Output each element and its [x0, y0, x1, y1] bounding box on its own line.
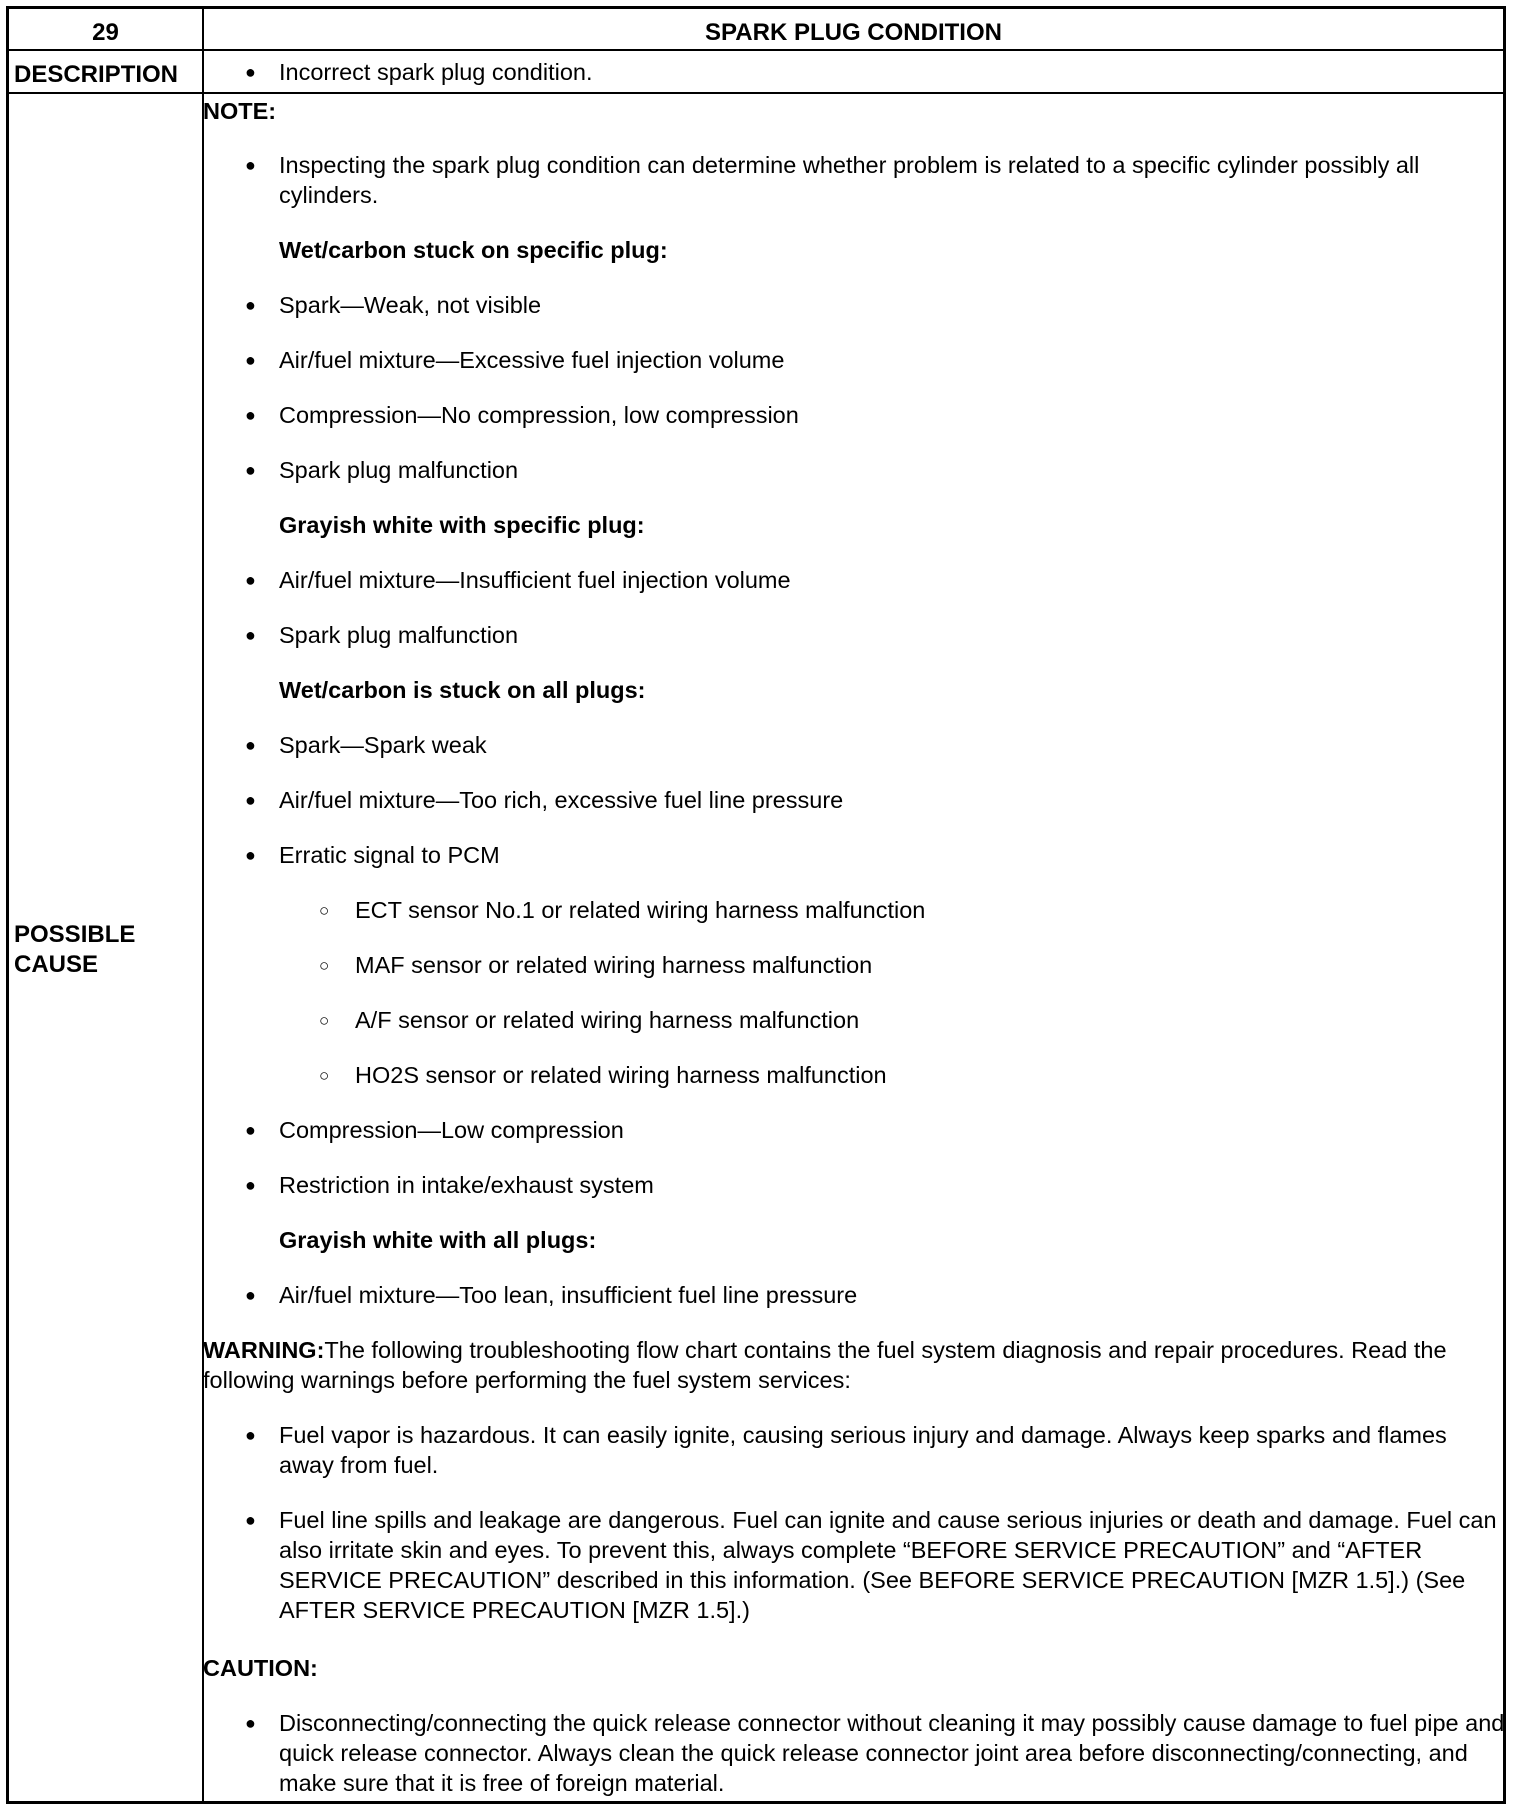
- list-item: ● Compression—No compression, low compression: [203, 400, 1508, 430]
- list-item: ● Erratic signal to PCM: [203, 840, 1508, 870]
- list-item: ● Spark plug malfunction: [203, 620, 1508, 650]
- row-divider-header: [9, 49, 1503, 51]
- possible-cause-label-line1: POSSIBLE: [14, 921, 136, 948]
- step-number: 29: [92, 19, 119, 46]
- description-item: ● Incorrect spark plug condition.: [203, 57, 1508, 87]
- caution-item: ● Disconnecting/connecting the quick release connector without cleaning it may possibly cause damage to fuel pipe and quick release connector. Always clean the quick release connector joint area before disconnecting/connecting, and make sure that it is free of foreign material.: [203, 1708, 1508, 1798]
- sub-list-item: ○ HO2S sensor or related wiring harness malfunction: [203, 1060, 1508, 1090]
- list-item: ● Spark—Weak, not visible: [203, 290, 1508, 320]
- sub-list-item: ○ ECT sensor No.1 or related wiring harness malfunction: [203, 895, 1508, 925]
- group-title-wet-all: Wet/carbon is stuck on all plugs:: [279, 677, 646, 703]
- sub-list-item: ○ MAF sensor or related wiring harness malfunction: [203, 950, 1508, 980]
- sub-list-item: ○ A/F sensor or related wiring harness malfunction: [203, 1005, 1508, 1035]
- note-label: NOTE:: [203, 98, 277, 124]
- list-item: ● Restriction in intake/exhaust system: [203, 1170, 1508, 1200]
- note-intro: ● Inspecting the spark plug condition can determine whether problem is related to a specific cylinder possibly all cylinders.: [203, 150, 1508, 210]
- list-item: ● Compression—Low compression: [203, 1115, 1508, 1145]
- list-item: ● Spark—Spark weak: [203, 730, 1508, 760]
- list-item: ● Spark plug malfunction: [203, 455, 1508, 485]
- list-item: ● Air/fuel mixture—Excessive fuel injection volume: [203, 345, 1508, 375]
- row-divider-description: [9, 92, 1503, 94]
- possible-cause-label-line2: CAUSE: [14, 951, 99, 978]
- warning-item: ● Fuel line spills and leakage are dangerous. Fuel can ignite and cause serious injuries or death and damage. Fuel can also irritate skin and eyes. To prevent this, always complete “BEFORE SERVICE PRECAUTION” and “AFTER SERVICE PRECAUTION” described in this information. (See BEFORE SERVICE PRECAUTION [MZR 1.5].) (See AFTER SERVICE PRECAUTION [MZR 1.5].): [203, 1505, 1508, 1625]
- warning-block: [203, 1335, 1508, 1395]
- group-title-wet-specific: Wet/carbon stuck on specific plug:: [279, 237, 668, 263]
- group-title-gray-specific: Grayish white with specific plug:: [279, 512, 645, 538]
- list-item: ● Air/fuel mixture—Insufficient fuel injection volume: [203, 565, 1508, 595]
- warning-text: The following troubleshooting flow chart contains the fuel system diagnosis and repair procedures. Read the following warnings before performing the fuel system services:: [203, 1337, 1447, 1393]
- list-item: ● Air/fuel mixture—Too lean, insufficient fuel line pressure: [203, 1280, 1508, 1310]
- caution-label: CAUTION:: [203, 1655, 318, 1681]
- warning-item: ● Fuel vapor is hazardous. It can easily ignite, causing serious injury and damage. Always keep sparks and flames away from fuel.: [203, 1420, 1508, 1480]
- page-title: SPARK PLUG CONDITION: [705, 19, 1002, 46]
- list-item: ● Air/fuel mixture—Too rich, excessive fuel line pressure: [203, 785, 1508, 815]
- description-label: DESCRIPTION: [14, 61, 179, 88]
- group-title-gray-all: Grayish white with all plugs:: [279, 1227, 597, 1253]
- warning-label: WARNING:: [203, 1337, 325, 1363]
